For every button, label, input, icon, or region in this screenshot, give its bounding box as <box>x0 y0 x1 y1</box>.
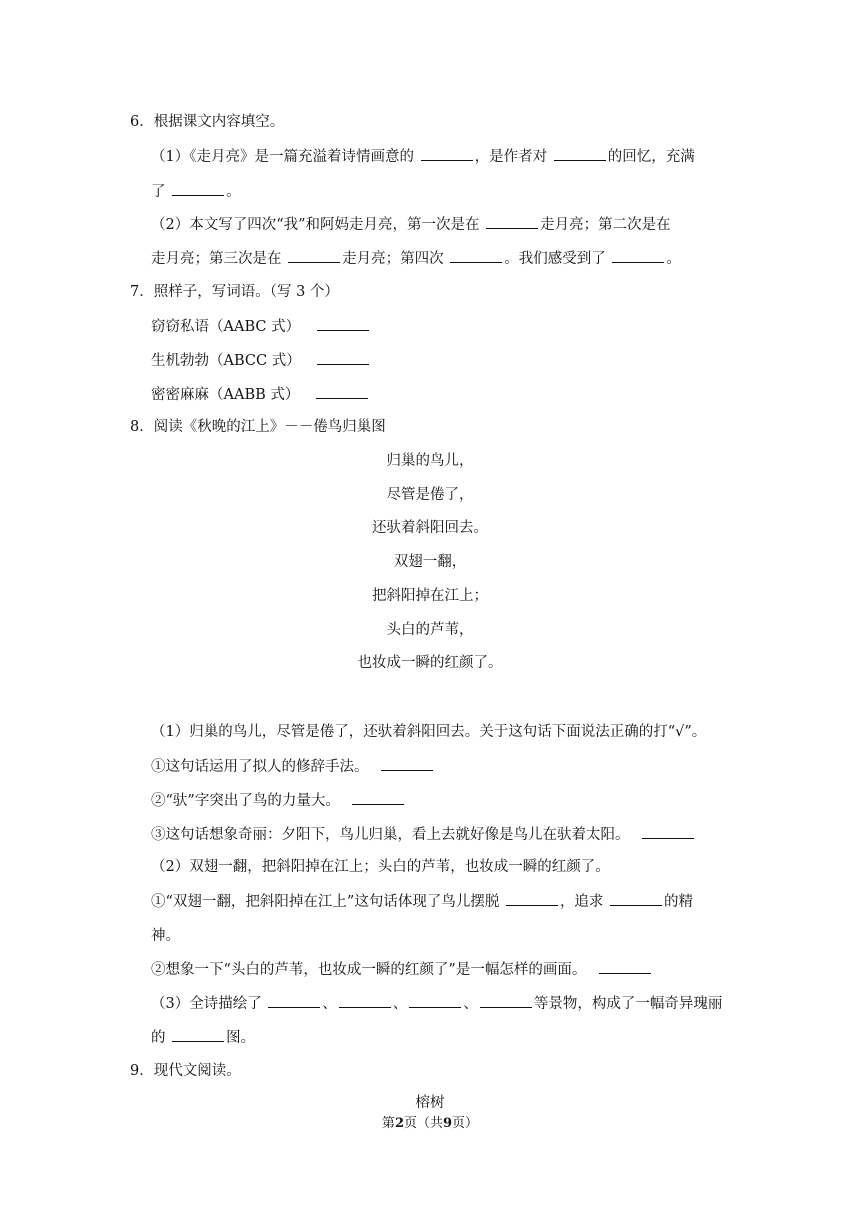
footer-pre: 第 <box>381 1116 395 1131</box>
q8-sub1-b <box>151 790 406 811</box>
q7-item-3 <box>151 384 370 405</box>
answer-blank[interactable] <box>450 248 502 263</box>
poem-line: 还驮着斜阳回去。 <box>372 520 488 536</box>
q7-item-1 <box>151 316 371 337</box>
q8-title: 8．阅读《秋晚的江上》－－倦鸟归巢图 <box>130 419 386 435</box>
q7-item-label: 窃窃私语（AABC 式） <box>151 319 301 335</box>
poem-line: 也妆成一瞬的红颜了。 <box>357 655 503 671</box>
q6-p1c: 的回忆，充满 <box>607 149 695 165</box>
answer-blank[interactable] <box>288 248 340 263</box>
footer-mid: 页（共 <box>403 1116 443 1131</box>
poem-line: 头白的芦苇， <box>386 622 474 638</box>
article-title: 榕树 <box>415 1095 445 1111</box>
q8-sub2: （2）双翅一翻，把斜阳掉在江上；头白的芦苇，也妆成一瞬的红颜了。 <box>151 859 610 875</box>
footer-post: 页） <box>452 1116 479 1131</box>
q8-sub2-a-line1 <box>151 891 693 912</box>
q8-s2b: ②想象一下“头白的芦苇，也妆成一瞬的红颜了”是一幅怎样的画面。 <box>151 962 587 978</box>
answer-blank[interactable] <box>409 993 461 1008</box>
answer-blank[interactable] <box>486 214 538 229</box>
q6-p2d: 走月亮；第四次 <box>342 251 444 267</box>
q6-p2f: 。 <box>666 251 681 267</box>
q8-sub1-a <box>151 756 435 777</box>
q6-p1d: 了 <box>151 184 166 200</box>
footer-total-pages: 9 <box>443 1116 453 1131</box>
answer-blank[interactable] <box>316 384 368 399</box>
q6-p2a: （2）本文写了四次“我”和阿妈走月亮，第一次是在 <box>151 217 480 233</box>
separator: 、 <box>463 996 478 1012</box>
answer-blank[interactable] <box>554 146 606 161</box>
q8-s2a1: ①“双翅一翻，把斜阳掉在江上”这句话体现了鸟儿摆脱 <box>151 894 500 910</box>
answer-blank[interactable] <box>317 316 369 331</box>
q9-title: 9．现代文阅读。 <box>130 1063 241 1079</box>
poem-line: 尽管是倦了， <box>386 487 474 503</box>
q8-sub1: （1）归巢的鸟儿，尽管是倦了，还驮着斜阳回去。关于这句话下面说法正确的打“√”。 <box>151 724 707 740</box>
q8-s1b: ②“驮”字突出了鸟的力量大。 <box>151 793 340 809</box>
q6-part2-line1 <box>151 214 671 235</box>
answer-blank[interactable] <box>172 181 224 196</box>
q8-s3b: 等景物，构成了一幅奇异瑰丽 <box>533 996 723 1012</box>
q8-s2a3: 的精 <box>664 894 694 910</box>
q8-s2a2: ，追求 <box>559 894 604 910</box>
answer-blank[interactable] <box>642 824 694 839</box>
separator: 、 <box>322 996 337 1012</box>
q8-s3c: 的 <box>151 1030 166 1046</box>
answer-blank[interactable] <box>599 959 651 974</box>
q8-sub3-line1 <box>151 993 722 1014</box>
q8-sub2-a-line2: 神。 <box>151 928 180 944</box>
answer-blank[interactable] <box>381 756 433 771</box>
answer-blank[interactable] <box>480 993 532 1008</box>
q7-item-2 <box>151 350 371 371</box>
q6-p2b: 走月亮；第二次是在 <box>540 217 671 233</box>
q8-sub3-line2 <box>151 1027 255 1048</box>
q6-p2c: 走月亮；第三次是在 <box>151 251 282 267</box>
q8-s3d: 图。 <box>226 1030 256 1046</box>
q8-s1c: ③这句话想象奇丽：夕阳下，鸟儿归巢，看上去就好像是鸟儿在驮着太阳。 <box>151 827 630 843</box>
q8-sub1-c <box>151 824 696 845</box>
q8-sub2-b <box>151 959 653 980</box>
q6-p1b: ，是作者对 <box>474 149 548 165</box>
q6-p2e: 。我们感受到了 <box>504 251 606 267</box>
q6-part1-line1 <box>151 146 695 167</box>
q6-p1e: 。 <box>226 184 241 200</box>
answer-blank[interactable] <box>339 993 391 1008</box>
answer-blank[interactable] <box>172 1027 224 1042</box>
poem-line: 归巢的鸟儿， <box>386 453 474 469</box>
answer-blank[interactable] <box>612 248 664 263</box>
q6-part2-line2 <box>151 248 681 269</box>
page-footer <box>0 1112 860 1131</box>
q8-s1a: ①这句话运用了拟人的修辞手法。 <box>151 759 369 775</box>
answer-blank[interactable] <box>610 891 662 906</box>
separator: 、 <box>392 996 408 1012</box>
q6-p1a: （1）《走月亮》是一篇充溢着诗情画意的 <box>151 149 414 165</box>
poem-line: 把斜阳掉在江上； <box>372 588 488 604</box>
answer-blank[interactable] <box>352 790 404 805</box>
q7-item-label: 密密麻麻（AABB 式） <box>151 387 300 403</box>
answer-blank[interactable] <box>317 350 369 365</box>
q6-title: 6．根据课文内容填空。 <box>130 114 285 130</box>
poem-line: 双翅一翻， <box>393 554 467 570</box>
footer-page-number: 2 <box>394 1116 404 1131</box>
answer-blank[interactable] <box>421 146 473 161</box>
q6-part1-line2 <box>151 181 241 202</box>
q7-item-label: 生机勃勃（ABCC 式） <box>151 353 301 369</box>
answer-blank[interactable] <box>506 891 558 906</box>
q8-s3a: （3）全诗描绘了 <box>151 996 262 1012</box>
answer-blank[interactable] <box>268 993 320 1008</box>
q7-title: 7．照样子，写词语。（写 3 个） <box>130 284 339 300</box>
